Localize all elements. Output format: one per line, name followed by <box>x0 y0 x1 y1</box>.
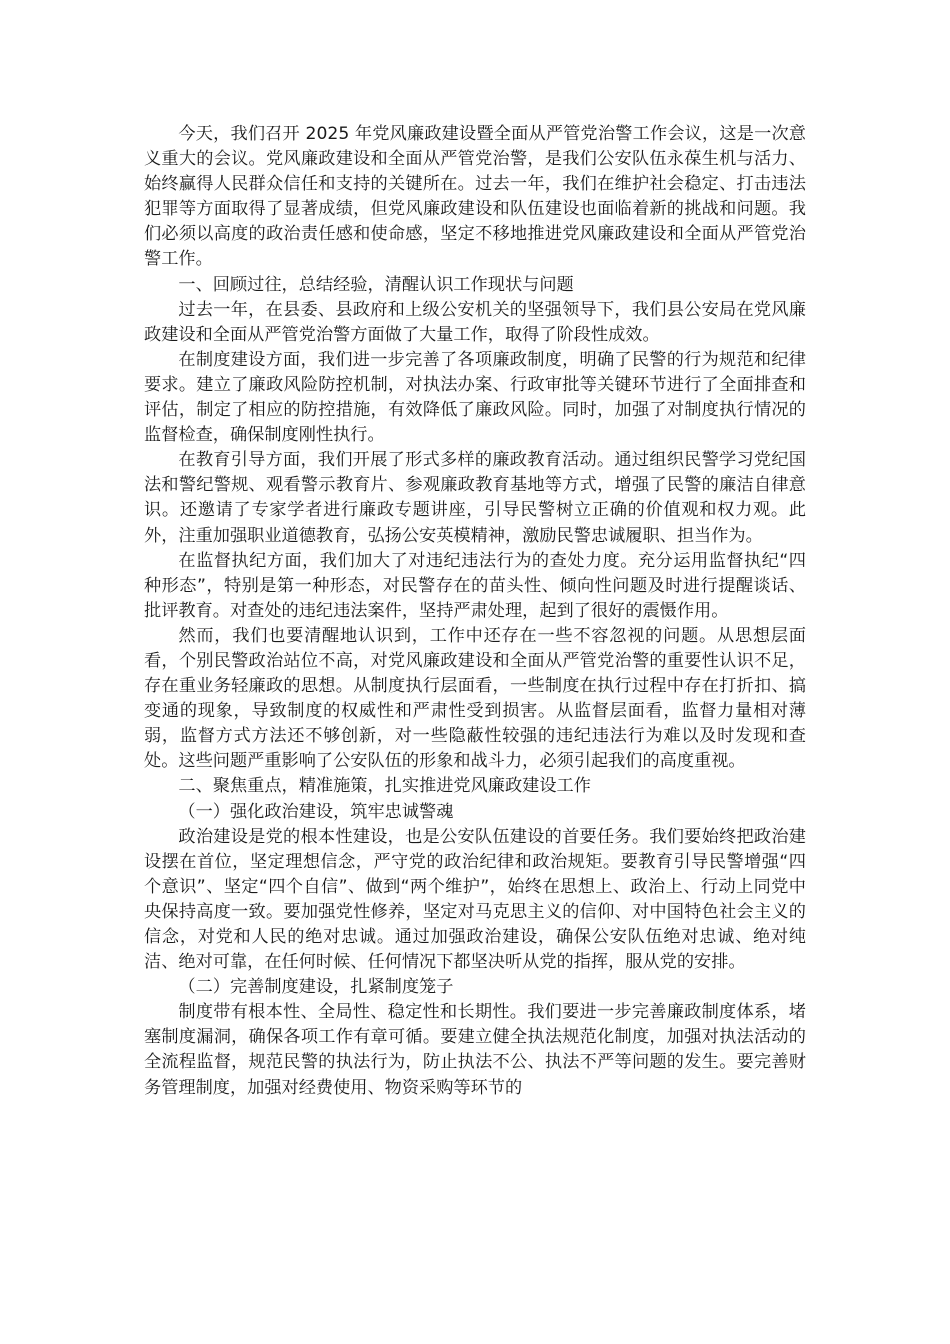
section-heading-1: 一、回顾过往，总结经验，清醒认识工作现状与问题 <box>178 274 574 295</box>
paragraph-supervision: 在监督执纪方面，我们加大了对违纪违法行为的查处力度。充分运用监督执纪“四种形态”，特别是第一种形态，对民警存在的苗头性、倾向性问题及时进行提醒谈话、批评教育。对查处的违纪违法案件，坚持严肃处理，起到了很好的震慑作用。 <box>144 550 806 621</box>
section-heading-2: 二、聚焦重点，精准施策，扎实推进党风廉政建设工作 <box>178 776 591 797</box>
paragraph-institution: 在制度建设方面，我们进一步完善了各项廉政制度，明确了民警的行为规范和纪律要求。建立了廉政风险防控机制，对执法办案、行政审批等关键环节进行了全面排查和评估，制定了相应的防控措施，有效降低了廉政风险。同时，加强了对制度执行情况的监督检查，确保制度刚性执行。 <box>144 349 806 446</box>
paragraph-political: 政治建设是党的根本性建设，也是公安队伍建设的首要任务。我们要始终把政治建设摆在首位，坚定理想信念，严守党的政治纪律和政治规矩。要教育引导民警增强“四个意识”、坚定“四个自信”、做到“两个维护”，始终在思想上、政治上、行动上同党中央保持高度一致。要加强党性修养，坚定对马克思主义的信仰、对中国特色社会主义的信念，对党和人民的绝对忠诚。通过加强政治建设，确保公安队伍绝对忠诚、绝对纯洁、绝对可靠，在任何时候、任何情况下都坚决听从党的指挥，服从党的安排。 <box>144 826 806 973</box>
paragraph-education: 在教育引导方面，我们开展了形式多样的廉政教育活动。通过组织民警学习党纪国法和警纪警规、观看警示教育片、参观廉政教育基地等方式，增强了民警的廉洁自律意识。还邀请了专家学者进行廉政专题讲座，引导民警树立正确的价值观和权力观。此外，注重加强职业道德教育，弘扬公安英模精神，激励民警忠诚履职、担当作为。 <box>144 450 806 546</box>
paragraph-problems: 然而，我们也要清醒地认识到，工作中还存在一些不容忽视的问题。从思想层面看，个别民警政治站位不高，对党风廉政建设和全面从严管党治警的重要性认识不足，存在重业务轻廉政的思想。从制度执行层面看，一些制度在执行过程中存在打折扣、搞变通的现象，导致制度的权威性和严肃性受到损害。从监督层面看，监督力量相对薄弱，监督方式方法还不够创新，对一些隐蔽性较强的违纪违法行为难以及时发现和查处。这些问题严重影响了公安队伍的形象和战斗力，必须引起我们的高度重视。 <box>144 625 806 772</box>
subsection-heading-2: （二）完善制度建设，扎紧制度笼子 <box>178 977 454 998</box>
paragraph-system: 制度带有根本性、全局性、稳定性和长期性。我们要进一步完善廉政制度体系，堵塞制度漏洞，确保各项工作有章可循。要建立健全执法规范化制度，加强对执法活动的全流程监督，规范民警的执法行为，防止执法不公、执法不严等问题的发生。要完善财务管理制度，加强对经费使用、物资采购等环节的 <box>144 1002 806 1098</box>
document-body <box>144 122 806 1101</box>
subsection-heading-1: （一）强化政治建设，筑牢忠诚警魂 <box>178 801 454 822</box>
paragraph-intro: 今天，我们召开 2025 年党风廉政建设暨全面从严管党治警工作会议，这是一次意义重大的会议。党风廉政建设和全面从严管党治警，是我们公安队伍永葆生机与活力、始终赢得人民群众信任和支持的关键所在。过去一年，我们在维护社会稳定、打击违法犯罪等方面取得了显著成绩，但党风廉政建设和队伍建设也面临着新的挑战和问题。我们必须以高度的政治责任感和使命感，坚定不移地推进党风廉政建设和全面从严管党治警工作。 <box>144 124 806 270</box>
paragraph-review: 过去一年，在县委、县政府和上级公安机关的坚强领导下，我们县公安局在党风廉政建设和全面从严管党治警方面做了大量工作，取得了阶段性成效。 <box>144 299 806 345</box>
